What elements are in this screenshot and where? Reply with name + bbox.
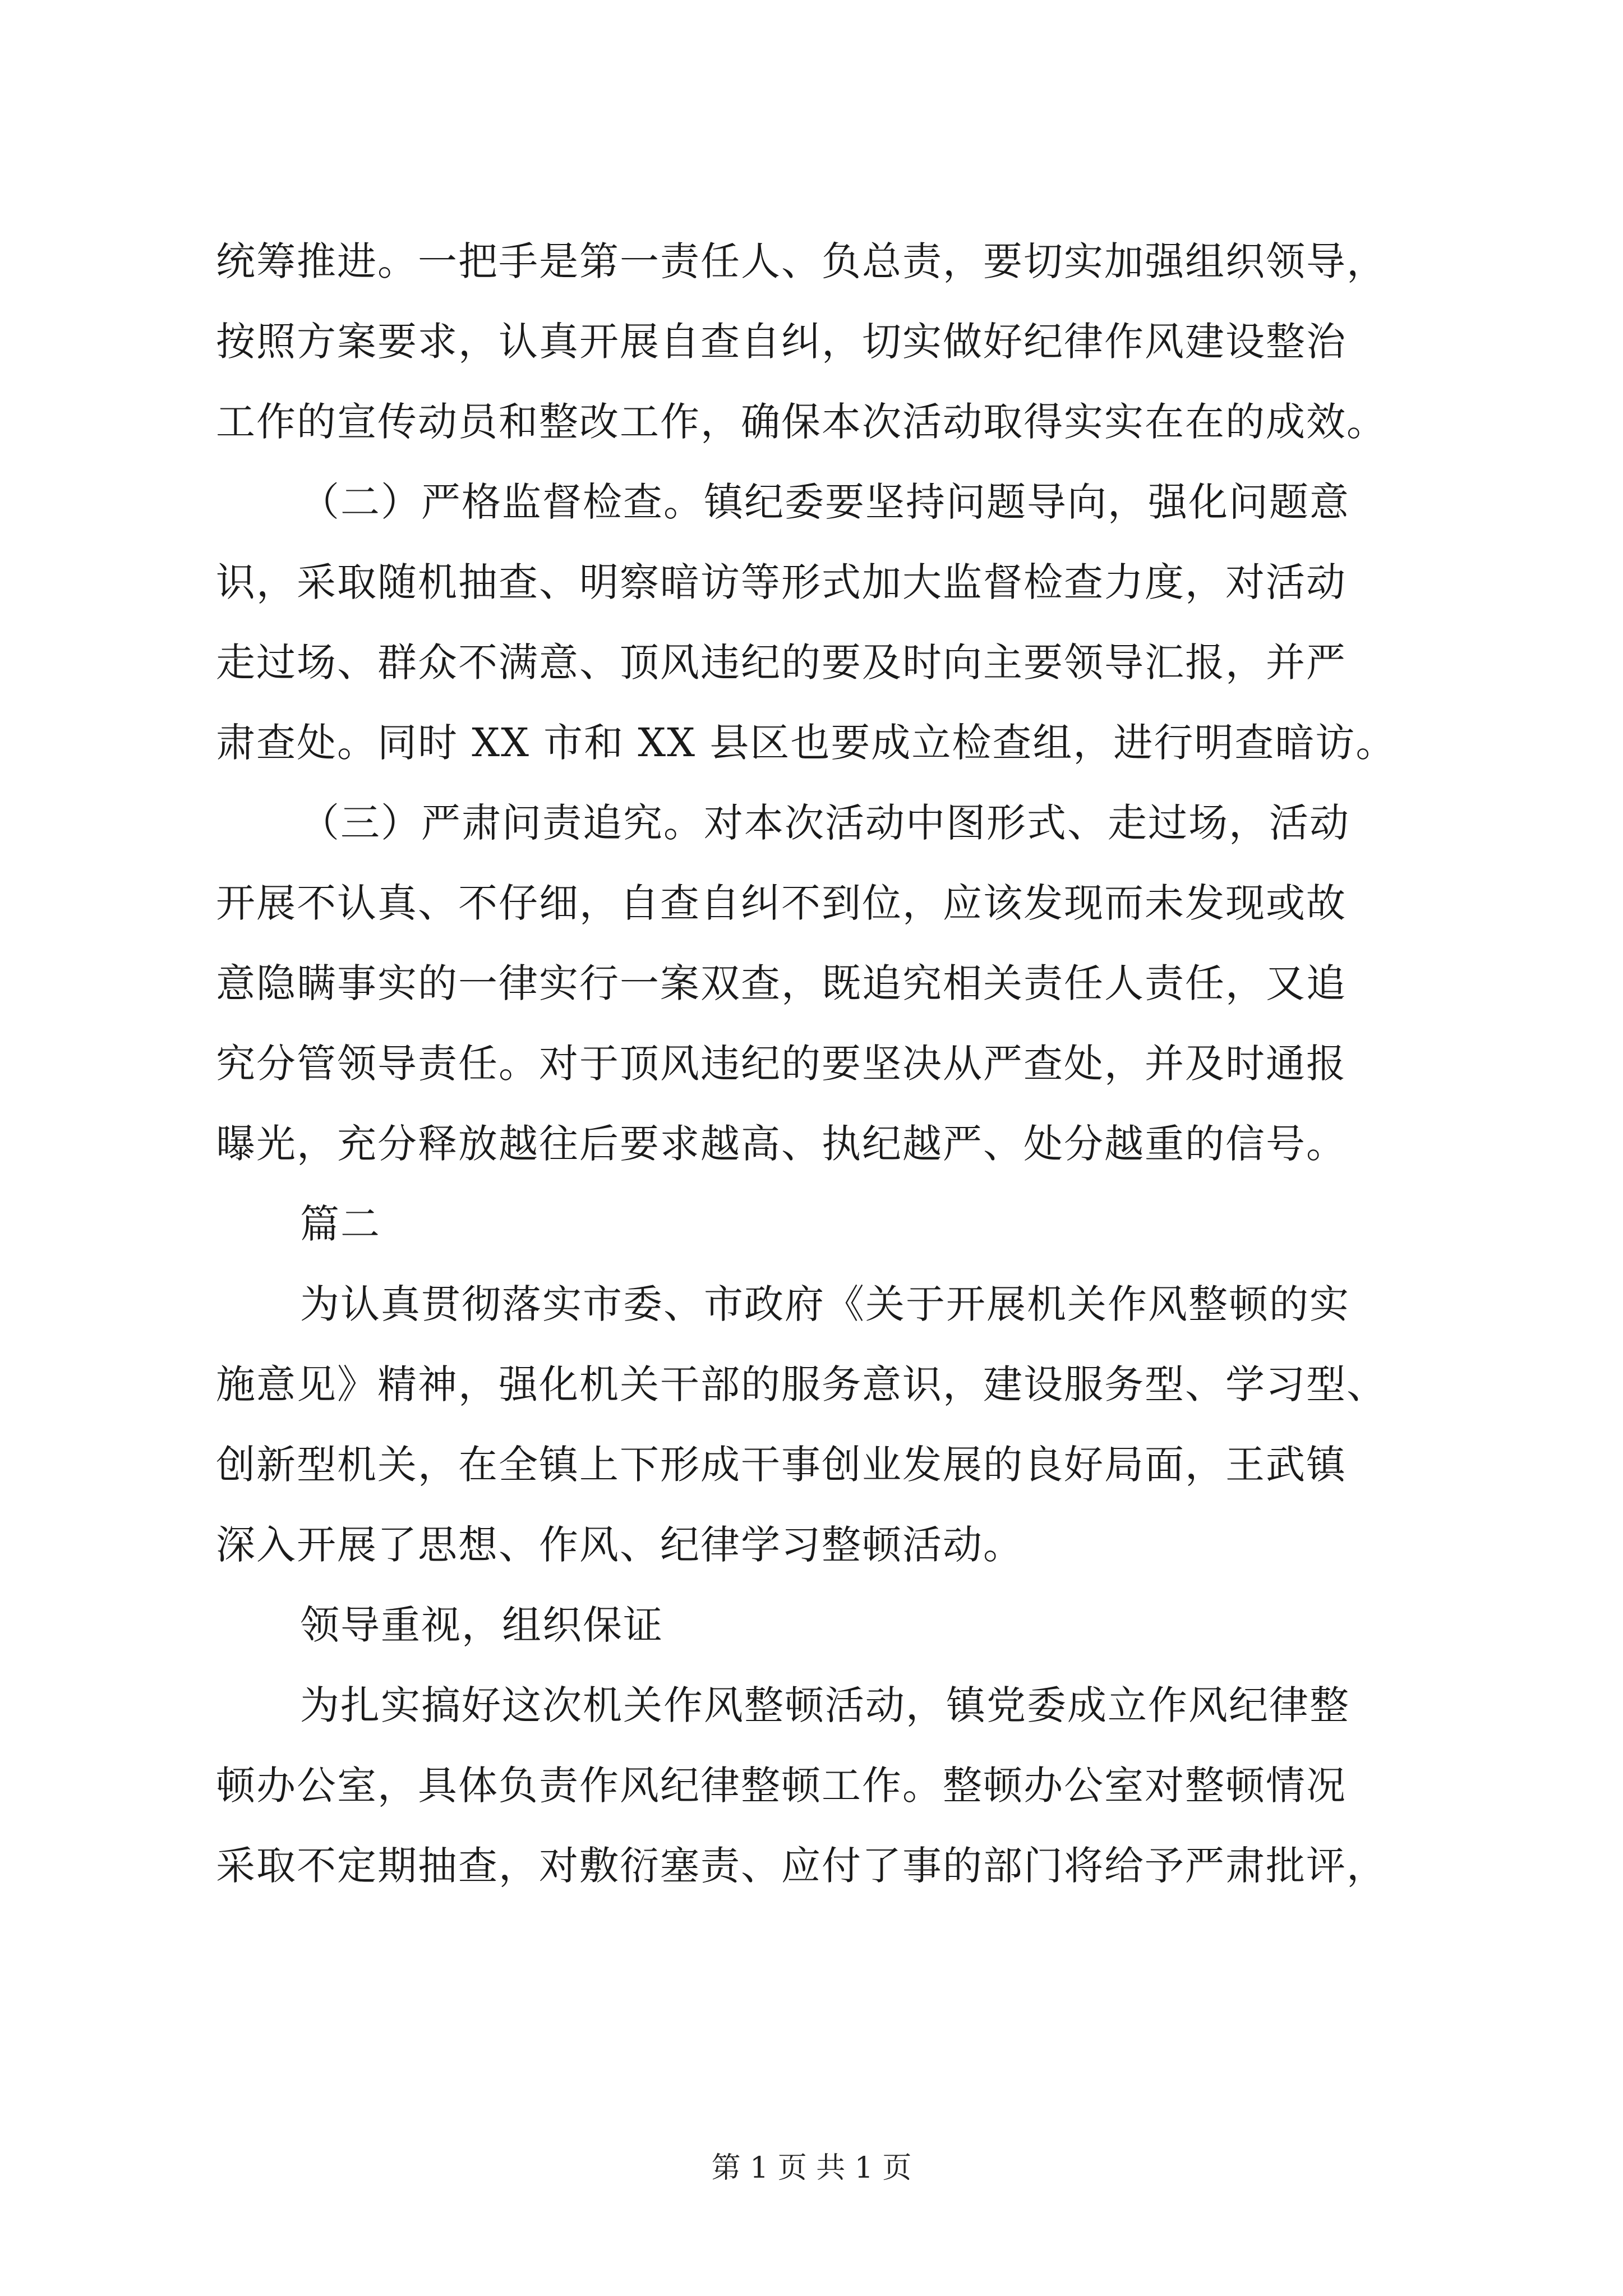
document-body [216,222,1416,1906]
text-line: （三）严肃问责追究。对本次活动中图形式、走过场，活动 [300,800,1350,846]
text-line: 工作的宣传动员和整改工作，确保本次活动取得实实在在的成效。 [216,399,1387,445]
text-line: 肃查处。同时 XX 市和 XX 县区也要成立检查组，进行明查暗访。 [216,720,1396,766]
text-line: 采取不定期抽查，对敷衍塞责、应付了事的部门将给予严肃批评， [216,1843,1387,1889]
page-footer: 第 1 页 共 1 页 [711,2151,912,2185]
text-line: 创新型机关，在全镇上下形成干事创业发展的良好局面，王武镇 [216,1442,1347,1488]
text-line: 深入开展了思想、作风、纪律学习整顿活动。 [216,1522,1023,1568]
text-line: 开展不认真、不仔细，自查自纠不到位，应该发现而未发现或故 [216,880,1347,926]
text-line: 为扎实搞好这次机关作风整顿活动，镇党委成立作风纪律整 [300,1682,1350,1728]
text-line: 究分管领导责任。对于顶风违纪的要坚决从严查处，并及时通报 [216,1041,1347,1087]
text-line: 篇二 [300,1201,381,1247]
text-line: 曝光，充分释放越往后要求越高、执纪越严、处分越重的信号。 [216,1121,1347,1167]
text-line: 按照方案要求，认真开展自查自纠，切实做好纪律作风建设整治 [216,319,1347,365]
text-line: 意隐瞒事实的一律实行一案双查，既追究相关责任人责任，又追 [216,960,1347,1006]
text-line: （二）严格监督检查。镇纪委要坚持问题导向，强化问题意 [300,479,1350,525]
text-line: 为认真贯彻落实市委、市政府《关于开展机关作风整顿的实 [300,1281,1350,1327]
text-line: 统筹推进。一把手是第一责任人、负总责，要切实加强组织领导， [216,238,1387,284]
text-line: 领导重视，组织保证 [300,1602,663,1648]
text-line: 顿办公室，具体负责作风纪律整顿工作。整顿办公室对整顿情况 [216,1763,1347,1809]
text-line: 施意见》精神，强化机关干部的服务意识，建设服务型、学习型、 [216,1361,1387,1407]
text-line: 识，采取随机抽查、明察暗访等形式加大监督检查力度，对活动 [216,559,1347,605]
text-line: 走过场、群众不满意、顶风违纪的要及时向主要领导汇报，并严 [216,639,1347,685]
